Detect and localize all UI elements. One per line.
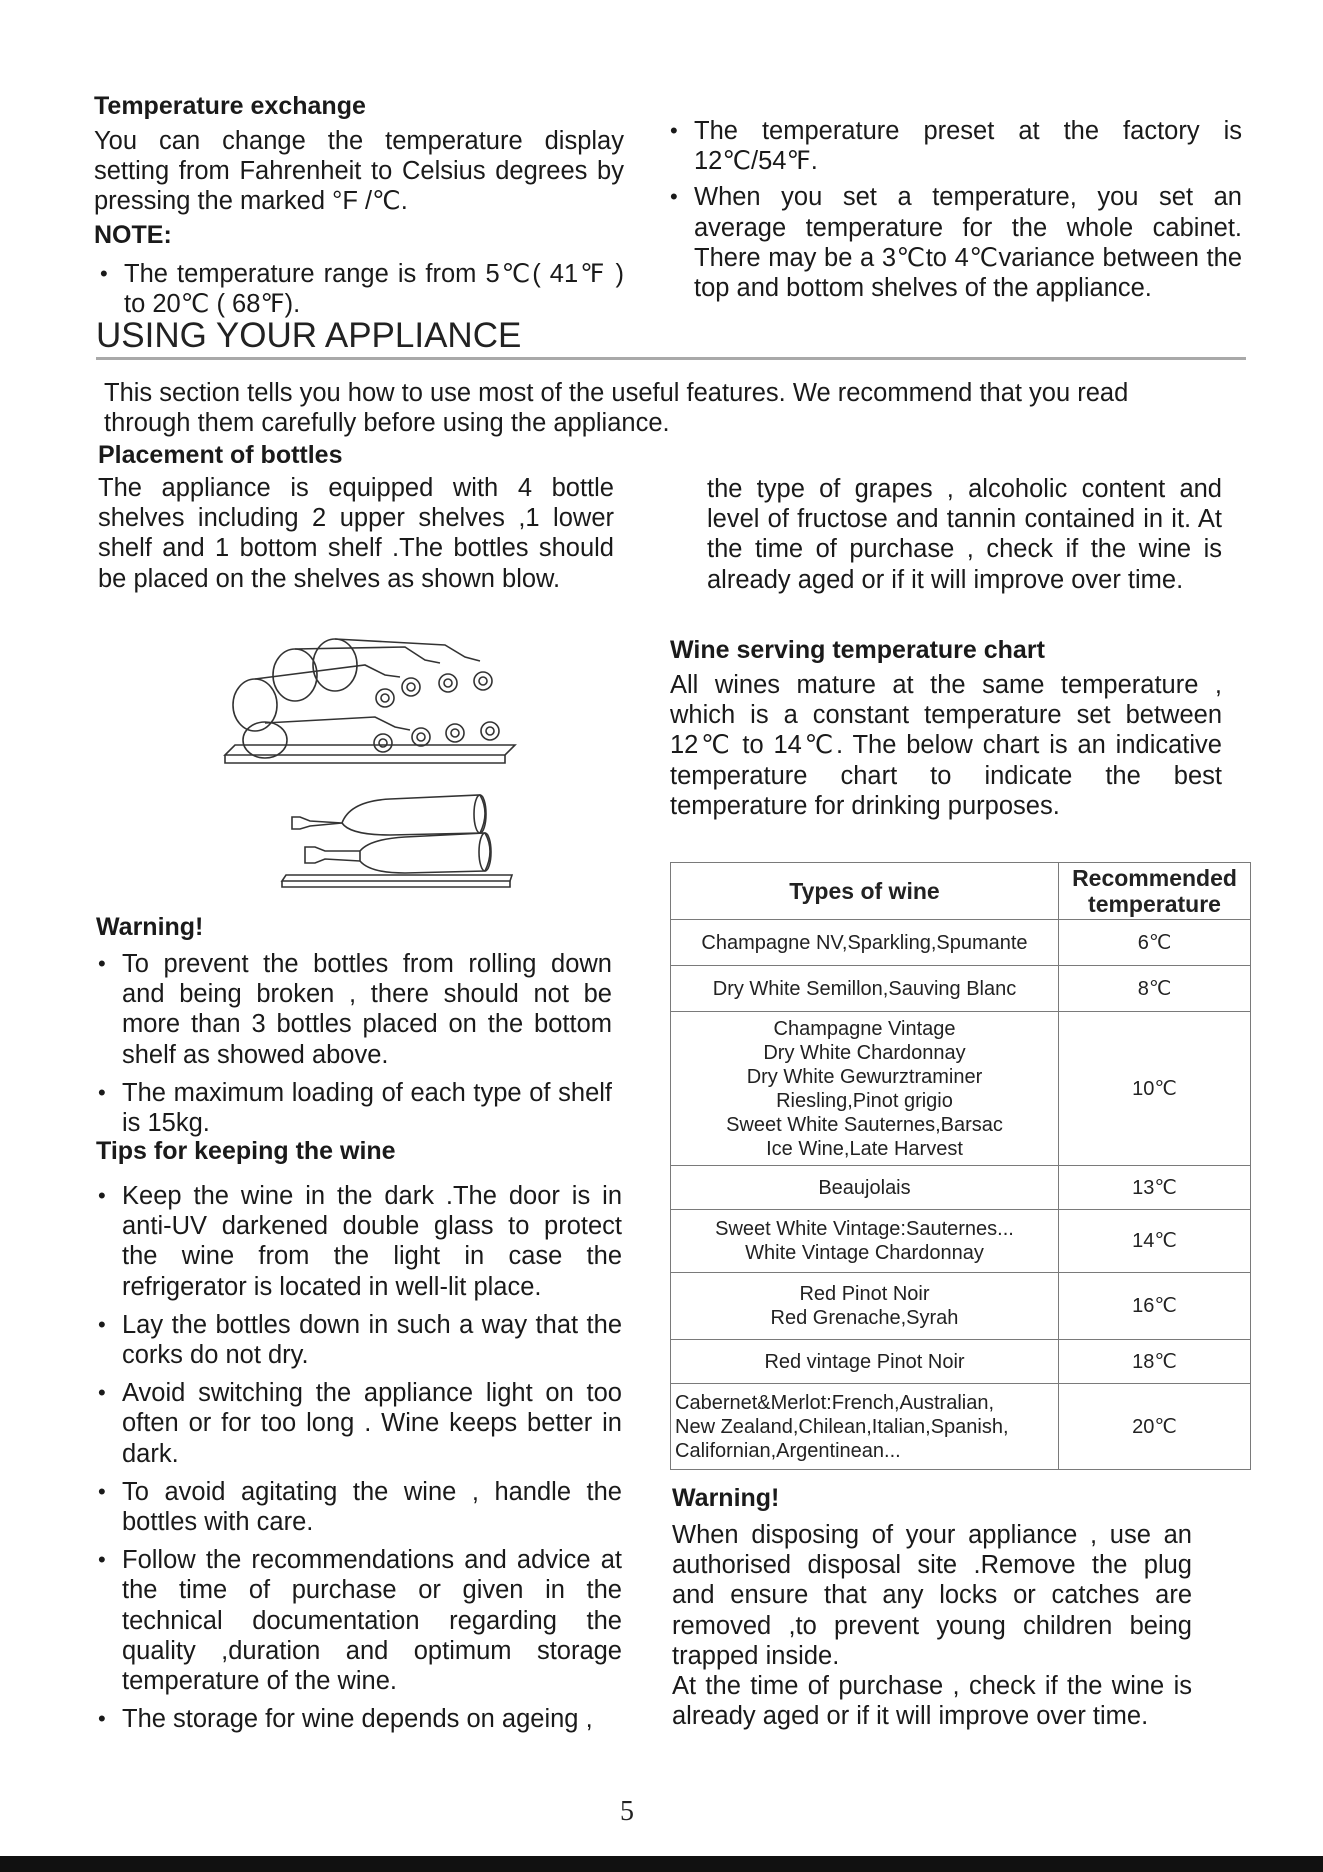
wine-cell: Beaujolais bbox=[671, 1166, 1059, 1210]
warning-left-list bbox=[96, 949, 612, 1138]
table-row bbox=[671, 1340, 1251, 1384]
table-row bbox=[671, 1210, 1251, 1273]
placement-heading: Placement of bottles bbox=[98, 441, 343, 469]
serving-body: All wines mature at the same temperature , which is a constant temperature set between 12℃ to 14℃. The below chart is an indicative temperature chart to indicate the best temperature for drinking purposes. bbox=[670, 671, 1222, 820]
tip-bullet: • Follow the recommendations and advice at the time of purchase or given in the technical documentation regarding the quality ,duration and optimum storage temperature of the wine. bbox=[96, 1545, 622, 1696]
tips-section bbox=[96, 1135, 622, 1742]
table-header-row bbox=[671, 863, 1251, 920]
warning-left-heading: Warning! bbox=[96, 913, 204, 941]
warning-right-heading: Warning! bbox=[672, 1484, 780, 1512]
bottom-shelf-illustration bbox=[280, 793, 515, 893]
temperature-cell: 14℃ bbox=[1059, 1210, 1251, 1273]
wine-cell: Dry White Semillon,Sauving Blanc bbox=[671, 966, 1059, 1012]
table-row bbox=[671, 1273, 1251, 1340]
upper-shelves-illustration bbox=[215, 635, 525, 770]
tip-bullet: • Avoid switching the appliance light on too often or for too long . Wine keeps better in dark. bbox=[96, 1378, 622, 1469]
wine-temperature-table bbox=[670, 862, 1251, 1470]
temperature-cell: 6℃ bbox=[1059, 920, 1251, 966]
preset-bullet: • The temperature preset at the factory is 12℃/54℉. bbox=[668, 116, 1242, 176]
note-bullet: • The temperature range is from 5℃( 41℉ ) to 20℃ ( 68℉). bbox=[98, 259, 624, 319]
temperature-exchange-heading: Temperature exchange bbox=[94, 92, 366, 120]
tips-heading: Tips for keeping the wine bbox=[96, 1137, 396, 1165]
tips-list bbox=[96, 1181, 622, 1734]
temperature-cell: 20℃ bbox=[1059, 1384, 1251, 1470]
temperature-cell: 10℃ bbox=[1059, 1012, 1251, 1166]
section-divider bbox=[96, 357, 1246, 360]
intro-paragraph: This section tells you how to use most of the useful features. We recommend that you read through them carefully before using the appliance. bbox=[104, 379, 1129, 438]
table-row bbox=[671, 920, 1251, 966]
wine-cell: Champagne NV,Sparkling,Spumante bbox=[671, 920, 1059, 966]
temperature-cell: 13℃ bbox=[1059, 1166, 1251, 1210]
temperature-exchange-body: You can change the temperature display setting from Fahrenheit to Celsius degrees by pressing the marked °F /℃. bbox=[94, 127, 624, 216]
scan-border bbox=[0, 1856, 1323, 1872]
wine-cell: Champagne Vintage Dry White Chardonnay Dry White Gewurztraminer Riesling,Pinot grigio Sweet White Sauternes,Barsac Ice Wine,Late Harvest bbox=[671, 1012, 1059, 1166]
continuation-paragraph: the type of grapes , alcoholic content and level of fructose and tannin contained in it. At the time of purchase , check if the wine is already aged or if it will improve over time. bbox=[707, 475, 1222, 594]
placement-body: The appliance is equipped with 4 bottle shelves including 2 upper shelves ,1 lower shelf and 1 bottom shelf .The bottles should be placed on the shelves as shown blow. bbox=[98, 474, 614, 593]
warning-left-bullet: • To prevent the bottles from rolling down and being broken , there should not be more than 3 bottles placed on the bottom shelf as showed above. bbox=[96, 949, 612, 1070]
temperature-cell: 8℃ bbox=[1059, 966, 1251, 1012]
table-row bbox=[671, 1012, 1251, 1166]
placement-section bbox=[98, 439, 614, 594]
table-header-wine: Types of wine bbox=[671, 863, 1059, 920]
tip-bullet: • The storage for wine depends on ageing , bbox=[96, 1704, 622, 1734]
note-list bbox=[94, 259, 624, 319]
table-row bbox=[671, 966, 1251, 1012]
page-number: 5 bbox=[620, 1796, 634, 1827]
warning-left-section bbox=[96, 911, 612, 1146]
variance-bullet: • When you set a temperature, you set an average temperature for the whole cabinet. There may be a 3℃to 4℃variance between the top and bottom shelves of the appliance. bbox=[668, 182, 1242, 303]
table-row bbox=[671, 1166, 1251, 1210]
table-header-temperature: Recommended temperature bbox=[1059, 863, 1251, 920]
temperature-cell: 18℃ bbox=[1059, 1340, 1251, 1384]
table-row bbox=[671, 1384, 1251, 1470]
wine-cell: Red vintage Pinot Noir bbox=[671, 1340, 1059, 1384]
tip-bullet: • Keep the wine in the dark .The door is in anti-UV darkened double glass to protect the wine from the light in case the refrigerator is located in well-lit place. bbox=[96, 1181, 622, 1302]
warning-right-body: When disposing of your appliance , use an authorised disposal site .Remove the plug and ensure that any locks or catches are removed ,to prevent young children being trapped inside. bbox=[672, 1521, 1192, 1670]
warning-right-section bbox=[672, 1482, 1192, 1731]
wine-cell: Sweet White Vintage:Sauternes... White Vintage Chardonnay bbox=[671, 1210, 1059, 1273]
wine-cell: Cabernet&Merlot:French,Australian, New Zealand,Chilean,Italian,Spanish, Californian,Argentinean... bbox=[671, 1384, 1059, 1470]
serving-heading: Wine serving temperature chart bbox=[670, 636, 1045, 664]
tip-bullet: • To avoid agitating the wine , handle the bottles with care. bbox=[96, 1477, 622, 1537]
note-label: NOTE: bbox=[94, 220, 172, 249]
serving-section bbox=[670, 634, 1222, 821]
section-title: USING YOUR APPLIANCE bbox=[96, 316, 522, 355]
warning-left-bullet: • The maximum loading of each type of shelf is 15kg. bbox=[96, 1078, 612, 1138]
temperature-cell: 16℃ bbox=[1059, 1273, 1251, 1340]
tip-bullet: • Lay the bottles down in such a way that the corks do not dry. bbox=[96, 1310, 622, 1370]
wine-cell: Red Pinot Noir Red Grenache,Syrah bbox=[671, 1273, 1059, 1340]
preset-bullet-list bbox=[668, 116, 1242, 311]
warning-right-body-2: At the time of purchase , check if the wine is already aged or if it will improve over time. bbox=[672, 1672, 1192, 1731]
temperature-exchange-section bbox=[94, 90, 624, 327]
